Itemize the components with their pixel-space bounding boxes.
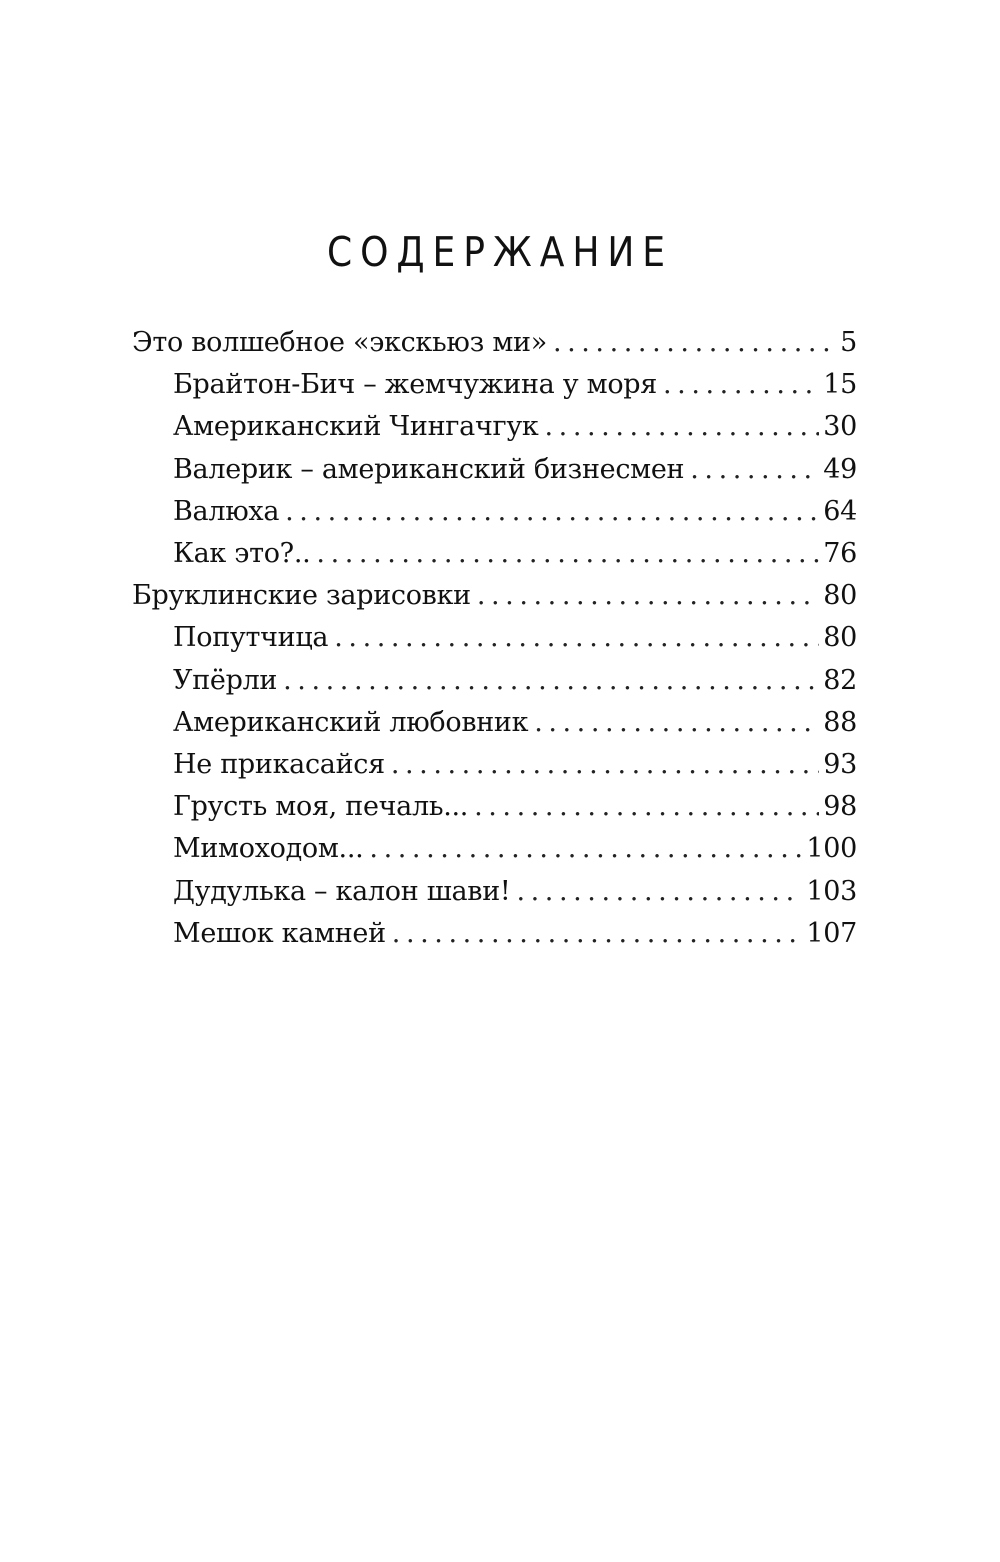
page-title: СОДЕРЖАНИЕ	[326, 228, 674, 276]
toc-entry-title: Грусть моя, печаль...	[173, 791, 469, 823]
toc-entry	[132, 491, 857, 533]
toc-entry	[132, 913, 857, 955]
toc-entry	[132, 322, 857, 364]
toc-entry-title: Бруклинские зарисовки	[132, 580, 471, 612]
toc-entry	[132, 449, 857, 491]
toc-entry-page-number: 100	[806, 833, 857, 865]
toc-entry-title: Как это?..	[173, 538, 311, 570]
toc-entry-title: Попутчица	[173, 622, 329, 654]
dot-leader	[534, 702, 819, 744]
dot-leader	[474, 786, 819, 828]
toc-entry	[132, 406, 857, 448]
toc-entry-page-number: 103	[806, 875, 857, 907]
dot-leader	[392, 913, 803, 955]
toc-entry-title: Американский любовник	[173, 706, 529, 738]
toc-entry	[132, 828, 857, 870]
dot-leader	[477, 575, 819, 617]
dot-leader	[516, 871, 802, 913]
dot-leader	[690, 449, 819, 491]
toc-entry	[132, 364, 857, 406]
toc-entry-page-number: 49	[823, 453, 857, 485]
toc-entry-title: Валерик – американский бизнесмен	[173, 453, 685, 485]
toc-entry-title: Американский Чингачгук	[173, 411, 539, 443]
toc-entry-title: Брайтон-Бич – жемчужина у моря	[173, 369, 657, 401]
toc-entry-title: Валюха	[173, 495, 280, 527]
dot-leader	[663, 364, 819, 406]
toc-entry	[132, 533, 857, 575]
toc-entry	[132, 744, 857, 786]
toc-entry-title: Мешок камней	[173, 917, 386, 949]
dot-leader	[285, 491, 819, 533]
toc-entry-title: Мимоходом...	[173, 833, 364, 865]
toc-entry-title: Не прикасайся	[173, 749, 385, 781]
toc-entry-page-number: 80	[823, 622, 857, 654]
dot-leader	[369, 828, 802, 870]
toc-entry	[132, 617, 857, 659]
toc-entry-page-number: 76	[823, 538, 857, 570]
toc-entry-page-number: 5	[840, 327, 857, 358]
toc-entry	[132, 871, 857, 913]
toc-entry-page-number: 30	[823, 411, 857, 443]
toc-entry-page-number: 93	[823, 749, 857, 781]
toc-entry-title: Это волшебное «экскьюз ми»	[132, 327, 547, 358]
toc-entry-page-number: 80	[823, 580, 857, 612]
toc-entry	[132, 660, 857, 702]
toc-entry-page-number: 82	[823, 664, 857, 696]
dot-leader	[545, 406, 820, 448]
dot-leader	[391, 744, 819, 786]
toc-entry-page-number: 64	[823, 495, 857, 527]
dot-leader	[334, 617, 819, 659]
toc-entry	[132, 702, 857, 744]
table-of-contents	[132, 322, 857, 955]
dot-leader	[316, 533, 819, 575]
toc-entry-page-number: 98	[823, 791, 857, 823]
toc-entry-title: Дудулька – калон шави!	[173, 875, 511, 907]
toc-entry-page-number: 88	[823, 706, 857, 738]
dot-leader	[553, 322, 836, 364]
toc-entry-page-number: 15	[823, 369, 857, 401]
toc-entry-page-number: 107	[806, 917, 857, 949]
toc-entry-title: Упёрли	[173, 664, 278, 696]
dot-leader	[283, 660, 819, 702]
toc-entry	[132, 786, 857, 828]
toc-entry	[132, 575, 857, 617]
